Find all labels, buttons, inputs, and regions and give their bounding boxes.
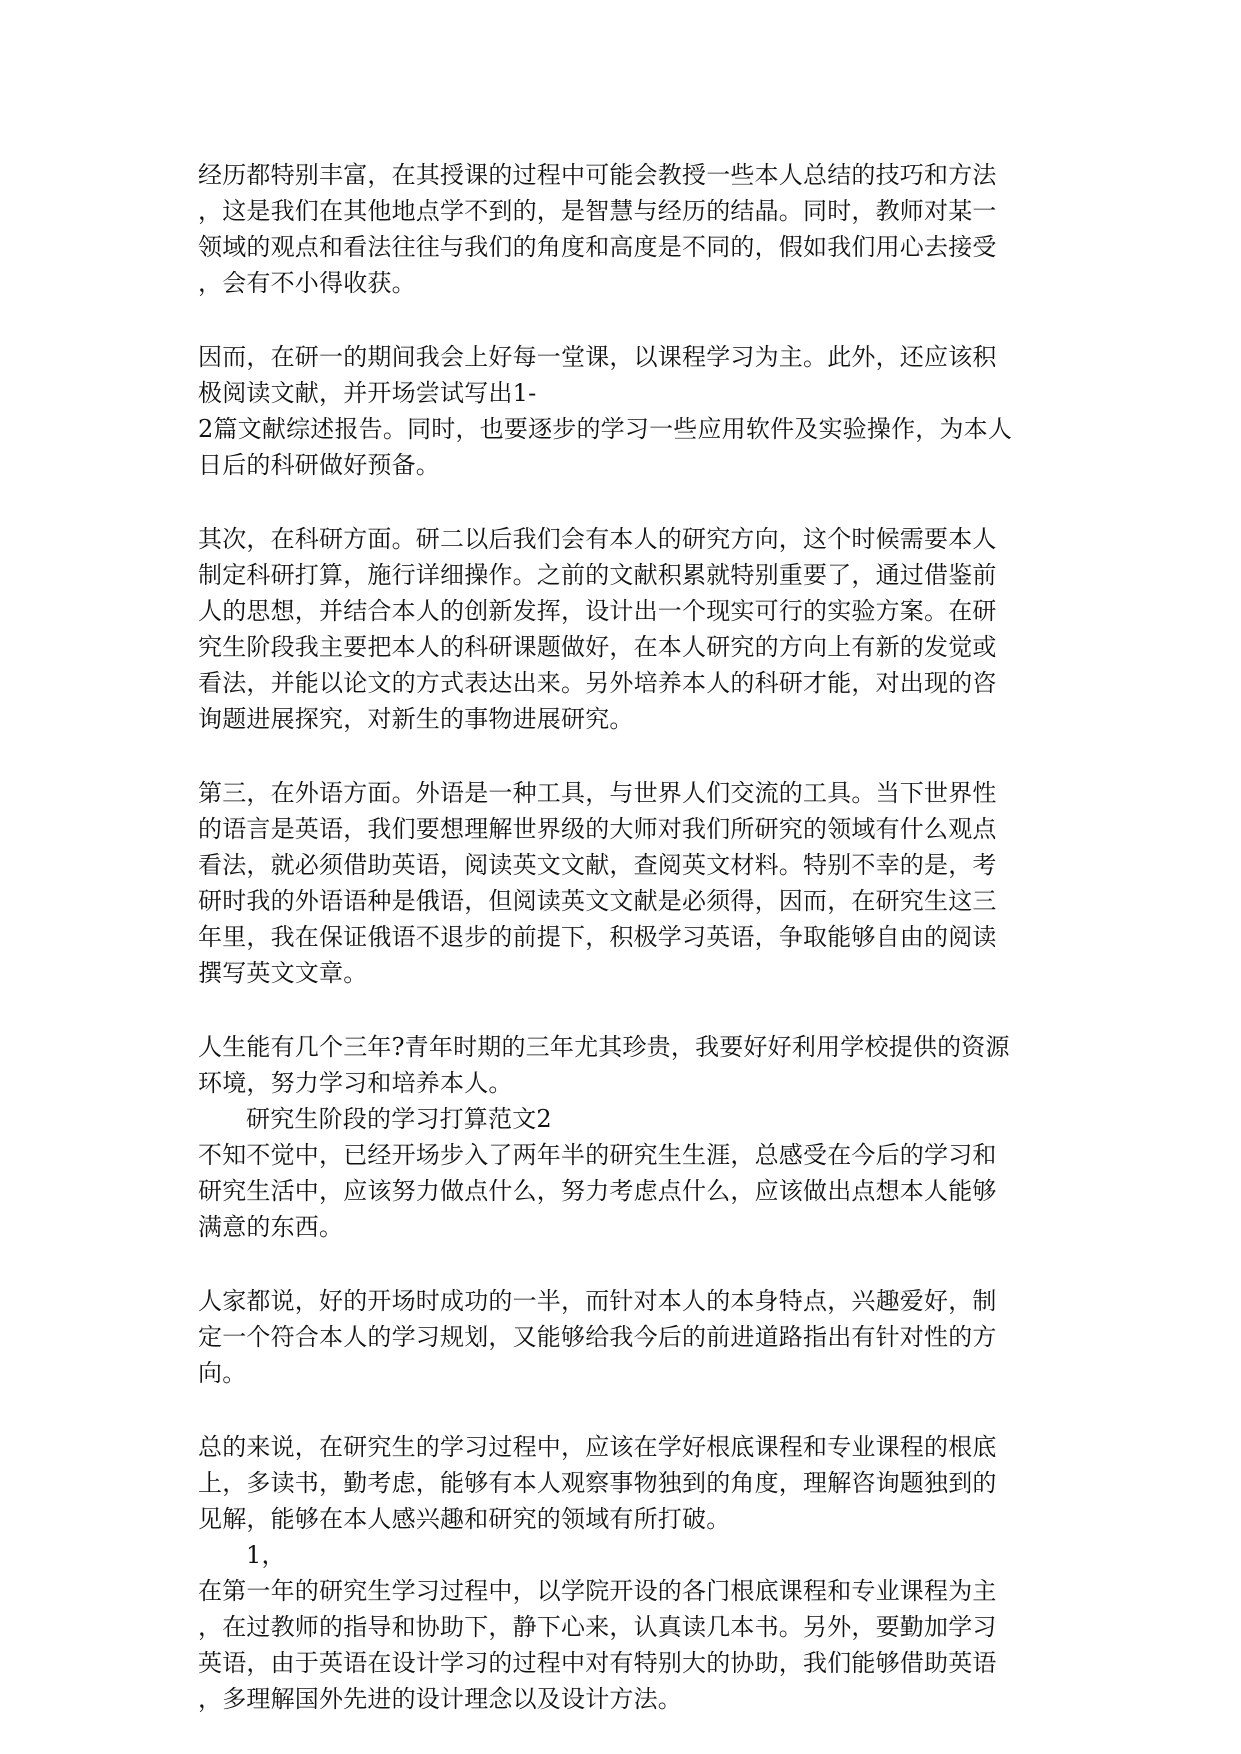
section-heading: 研究生阶段的学习打算范文2 bbox=[246, 1105, 552, 1133]
text-line: 其次，在科研方面。研二以后我们会有本人的研究方向，这个时候需要本人 bbox=[198, 525, 997, 553]
text-line: ，这是我们在其他地点学不到的，是智慧与经历的结晶。同时，教师对某一 bbox=[198, 197, 997, 225]
text-line: 日后的科研做好预备。 bbox=[198, 451, 440, 479]
text-line: 在第一年的研究生学习过程中，以学院开设的各门根底课程和专业课程为主 bbox=[198, 1577, 997, 1605]
text-line: 人的思想，并结合本人的创新发挥，设计出一个现实可行的实验方案。在研 bbox=[198, 597, 997, 625]
text-line: 因而，在研一的期间我会上好每一堂课，以课程学习为主。此外，还应该积 bbox=[198, 343, 997, 371]
text-line: 上，多读书，勤考虑，能够有本人观察事物独到的角度，理解咨询题独到的 bbox=[198, 1469, 997, 1497]
text-line: ，在过教师的指导和协助下，静下心来，认真读几本书。另外，要勤加学习 bbox=[198, 1613, 997, 1641]
text-line: 领域的观点和看法往往与我们的角度和高度是不同的，假如我们用心去接受 bbox=[198, 233, 997, 261]
text-line: 研时我的外语语种是俄语，但阅读英文文献是必须得，因而，在研究生这三 bbox=[198, 887, 997, 915]
text-line: 极阅读文献，并开场尝试写出1- bbox=[198, 379, 537, 407]
text-line: 年里，我在保证俄语不退步的前提下，积极学习英语，争取能够自由的阅读 bbox=[198, 923, 997, 951]
text-line: 英语，由于英语在设计学习的过程中对有特别大的协助，我们能够借助英语 bbox=[198, 1649, 997, 1677]
text-line: 总的来说，在研究生的学习过程中，应该在学好根底课程和专业课程的根底 bbox=[198, 1433, 997, 1461]
text-line: 满意的东西。 bbox=[198, 1213, 344, 1241]
text-line: 不知不觉中，已经开场步入了两年半的研究生生涯，总感受在今后的学习和 bbox=[198, 1141, 997, 1169]
text-line: 经历都特别丰富，在其授课的过程中可能会教授一些本人总结的技巧和方法 bbox=[198, 161, 997, 189]
text-line: 人生能有几个三年?青年时期的三年尤其珍贵，我要好好利用学校提供的资源 bbox=[198, 1033, 1010, 1061]
text-line: ，会有不小得收获。 bbox=[198, 269, 416, 297]
text-line: 环境，努力学习和培养本人。 bbox=[198, 1069, 513, 1097]
text-line: 研究生活中，应该努力做点什么，努力考虑点什么，应该做出点想本人能够 bbox=[198, 1177, 997, 1205]
text-line: 看法，就必须借助英语，阅读英文文献，查阅英文材料。特别不幸的是，考 bbox=[198, 851, 997, 879]
text-line: 第三，在外语方面。外语是一种工具，与世界人们交流的工具。当下世界性 bbox=[198, 779, 997, 807]
text-line: 看法，并能以论文的方式表达出来。另外培养本人的科研才能，对出现的咨 bbox=[198, 669, 997, 697]
text-line: 见解，能够在本人感兴趣和研究的领域有所打破。 bbox=[198, 1505, 731, 1533]
text-line: 向。 bbox=[198, 1359, 247, 1387]
list-number: 1， bbox=[246, 1541, 286, 1569]
text-line: 撰写英文文章。 bbox=[198, 959, 368, 987]
text-line: 定一个符合本人的学习规划，又能够给我今后的前进道路指出有针对性的方 bbox=[198, 1323, 997, 1351]
text-line: 2篇文献综述报告。同时，也要逐步的学习一些应用软件及实验操作，为本人 bbox=[198, 415, 1013, 443]
text-line: 制定科研打算，施行详细操作。之前的文献积累就特别重要了，通过借鉴前 bbox=[198, 561, 997, 589]
text-line: 人家都说，好的开场时成功的一半，而针对本人的本身特点，兴趣爱好，制 bbox=[198, 1287, 997, 1315]
text-line: 究生阶段我主要把本人的科研课题做好，在本人研究的方向上有新的发觉或 bbox=[198, 633, 997, 661]
text-line: ，多理解国外先进的设计理念以及设计方法。 bbox=[198, 1685, 682, 1713]
text-line: 的语言是英语，我们要想理解世界级的大师对我们所研究的领域有什么观点 bbox=[198, 815, 997, 843]
text-line: 询题进展探究，对新生的事物进展研究。 bbox=[198, 705, 634, 733]
